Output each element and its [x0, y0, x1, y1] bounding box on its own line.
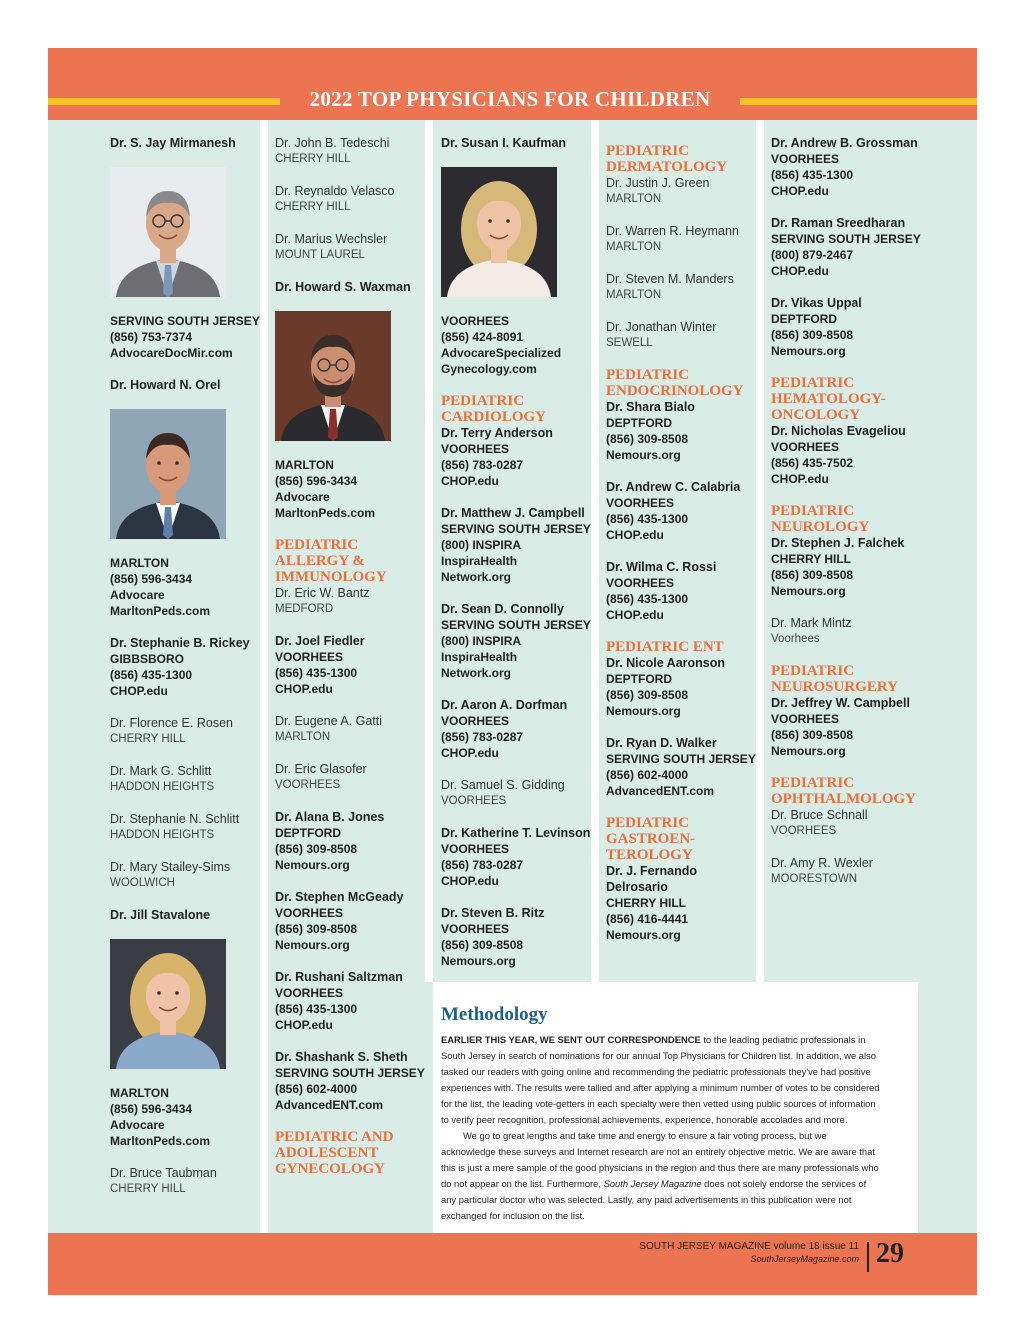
physician-website: AdvancedENT.com	[275, 1098, 384, 1112]
physician-name: Dr. John B. Tedeschi	[275, 136, 390, 150]
physician-name: Dr. Nicholas Evageliou	[771, 424, 906, 438]
physician-name: Dr. Matthew J. Campbell	[441, 506, 585, 520]
physician-name: Dr. Justin J. Green	[606, 176, 710, 190]
physician-name: Dr. Ryan D. Walker	[606, 736, 717, 750]
physician-entry	[110, 811, 260, 843]
physician-location: VOORHEES	[275, 779, 341, 791]
physician-entry	[606, 735, 756, 799]
physician-phone: (856) 416-4441	[606, 912, 689, 926]
physician-entry	[441, 601, 591, 681]
physician-phone: (856) 602-4000	[606, 768, 689, 782]
physician-entry	[606, 479, 756, 543]
physician-phone: (856) 435-1300	[606, 592, 689, 606]
physician-entry	[441, 777, 591, 809]
physician-website: Nemours.org	[771, 744, 846, 758]
physician-location: GIBBSBORO	[110, 652, 185, 666]
physician-location: CHERRY HILL	[110, 1183, 186, 1195]
physician-location: SERVING SOUTH JERSEY	[110, 314, 260, 328]
physician-entry	[110, 859, 260, 891]
physician-name: Dr. Bruce Schnall	[771, 808, 868, 822]
physician-location: DEPTFORD	[606, 416, 672, 430]
physician-phone: (856) 783-0287	[441, 730, 524, 744]
physician-entry	[606, 175, 756, 207]
physician-location: VOORHEES	[771, 825, 837, 837]
physician-location: VOORHEES	[275, 986, 344, 1000]
physician-name: Dr. Eric Glasofer	[275, 762, 367, 776]
specialty-heading: PEDIATRIC ALLERGY & IMMUNOLOGY	[275, 537, 387, 585]
physician-entry	[110, 763, 260, 795]
headshot-photo	[110, 167, 226, 297]
physician-website: CHOP.edu	[771, 472, 829, 486]
physician-phone: (856) 435-1300	[771, 168, 854, 182]
physician-entry	[275, 1049, 425, 1113]
column-4	[606, 135, 756, 959]
methodology-title: Methodology	[441, 1004, 548, 1025]
physician-location: MARLTON	[110, 556, 169, 570]
physician-website: Nemours.org	[275, 858, 350, 872]
physician-location: VOORHEES	[275, 650, 344, 664]
physician-website: Gynecology.com	[441, 362, 537, 376]
physician-name: Dr. Howard S. Waxman	[275, 280, 411, 294]
column-3	[441, 135, 591, 985]
physician-website: CHOP.edu	[441, 874, 499, 888]
physician-location: MOORESTOWN	[771, 873, 858, 885]
specialty-heading: PEDIATRIC CARDIOLOGY	[441, 393, 547, 425]
physician-name: Dr. Eric W. Bantz	[275, 586, 370, 600]
physician-website: CHOP.edu	[441, 746, 499, 760]
specialty-heading: PEDIATRIC DERMATOLOGY	[606, 143, 728, 175]
specialty-heading: PEDIATRIC ENDOCRINOLOGY	[606, 367, 744, 399]
physician-name: Dr. Shashank S. Sheth	[275, 1050, 408, 1064]
physician-phone: (856) 435-1300	[275, 1002, 358, 1016]
specialty-heading: PEDIATRIC OPHTHALMOLOGY	[771, 775, 917, 807]
physician-entry	[771, 695, 921, 759]
physician-location: CHERRY HILL	[771, 552, 852, 566]
physician-location: SERVING SOUTH JERSEY	[275, 1066, 425, 1080]
physician-name: Dr. Alana B. Jones	[275, 810, 385, 824]
physician-location: VOORHEES	[441, 842, 510, 856]
physician-website: Nemours.org	[275, 938, 350, 952]
physician-website: Advocare	[110, 1118, 165, 1132]
headshot-photo	[110, 939, 226, 1069]
physician-website: AdvocareSpecialized	[441, 346, 562, 360]
physician-name: Dr. Wilma C. Rossi	[606, 560, 717, 574]
physician-name: Dr. Nicole Aaronson	[606, 656, 726, 670]
physician-name: Dr. Katherine T. Levinson	[441, 826, 591, 840]
headshot-photo	[441, 167, 557, 297]
magazine-page	[48, 48, 977, 1295]
physician-location: VOORHEES	[606, 576, 675, 590]
physician-website: InspiraHealth	[441, 554, 518, 568]
physician-location: VOORHEES	[441, 714, 510, 728]
physician-phone: (856) 309-8508	[771, 328, 854, 342]
footer-url: SouthJerseyMagazine.com	[750, 1254, 859, 1264]
physician-location: DEPTFORD	[275, 826, 341, 840]
physician-phone: (856) 309-8508	[441, 938, 524, 952]
physician-location: WOOLWICH	[110, 877, 175, 889]
physician-website: Nemours.org	[606, 704, 681, 718]
header-stripe-left	[48, 98, 280, 105]
physician-website: CHOP.edu	[275, 1018, 333, 1032]
page-number: 29	[876, 1238, 904, 1269]
physician-phone: (856) 753-7374	[110, 330, 193, 344]
physician-entry	[606, 399, 756, 463]
headshot-photo	[275, 311, 391, 441]
physician-website: CHOP.edu	[771, 184, 829, 198]
column-2	[275, 135, 425, 1177]
physician-phone: (856) 309-8508	[771, 728, 854, 742]
physician-phone: (856) 309-8508	[275, 842, 358, 856]
physician-location: Voorhees	[771, 633, 820, 645]
physician-entry	[771, 295, 921, 359]
physician-location: VOORHEES	[441, 314, 510, 328]
column-divider	[756, 120, 764, 982]
physician-website: MarltonPeds.com	[110, 604, 211, 618]
physician-website: Network.org	[441, 570, 512, 584]
methodology-paragraph-1: to the leading pediatric professionals in South Jersey in search of nominations for our annual Top Physicians for Children list. In addition, we also tasked our readers with going online and recommending the pediatric professionals they've had positive experiences with. The results were tallied and after applying a minimum number of votes to be considered for the list, the leading vote-getters in each specialty were then vetted using public sources of information to verify peer recognition, professional achievements, experience, honorable accolades and more.	[441, 1034, 880, 1125]
magazine-name: South Jersey Magazine	[603, 1178, 702, 1189]
physician-name: Dr. S. Jay Mirmanesh	[110, 136, 236, 150]
physician-name: Dr. Samuel S. Gidding	[441, 778, 565, 792]
page-title: 2022 TOP PHYSICIANS FOR CHILDREN	[309, 87, 711, 111]
physician-entry	[110, 1165, 260, 1197]
physician-entry	[275, 761, 425, 793]
specialty-heading: PEDIATRIC NEUROSURGERY	[771, 663, 898, 695]
physician-name: Dr. Terry Anderson	[441, 426, 553, 440]
physician-website: AdvocareDocMir.com	[110, 346, 233, 360]
physician-name: Dr. Steven B. Ritz	[441, 906, 545, 920]
physician-name: Dr. Andrew C. Calabria	[606, 480, 741, 494]
physician-entry	[606, 559, 756, 623]
physician-entry	[275, 889, 425, 953]
physician-name: Dr. Susan I. Kaufman	[441, 136, 567, 150]
physician-website: Advocare	[275, 490, 330, 504]
footer-divider	[867, 1242, 869, 1272]
physician-entry	[606, 223, 756, 255]
specialty-heading: PEDIATRIC ENT	[606, 639, 724, 655]
physician-website: CHOP.edu	[771, 264, 829, 278]
physician-entry	[110, 635, 260, 699]
physician-location: SERVING SOUTH JERSEY	[606, 752, 756, 766]
physician-entry	[275, 585, 425, 617]
physician-entry	[771, 807, 921, 839]
physician-phone: (800) INSPIRA	[441, 538, 522, 552]
specialty-heading: PEDIATRIC NEUROLOGY	[771, 503, 870, 535]
methodology-lead: EARLIER THIS YEAR, WE SENT OUT CORRESPONDENCE	[441, 1034, 701, 1045]
physician-entry	[275, 969, 425, 1033]
physician-location: CHERRY HILL	[275, 201, 351, 213]
physician-location: VOORHEES	[771, 712, 840, 726]
physician-name: Dr. Vikas Uppal	[771, 296, 862, 310]
physician-location: HADDON HEIGHTS	[110, 781, 215, 793]
physician-website: Nemours.org	[606, 928, 681, 942]
physician-location: VOORHEES	[441, 442, 510, 456]
physician-phone: (856) 783-0287	[441, 858, 524, 872]
physician-name: Dr. Shara Bialo	[606, 400, 695, 414]
methodology-paragraph-2a: We go to great lengths and take time and energy to ensure a fair voting process, but we acknowledge these surveys and Internet research are not an entirely objective metric. We are aware that this is just a mere sample of the good physicians in the region and thus there are many professionals who do not appear on the list. Furthermore,	[441, 1130, 879, 1189]
physician-location: VOORHEES	[275, 906, 344, 920]
physician-name: Dr. Raman Sreedharan	[771, 216, 906, 230]
physician-entry	[275, 183, 425, 215]
physician-phone: (856) 435-1300	[275, 666, 358, 680]
physician-entry	[771, 215, 921, 279]
physician-location: DEPTFORD	[771, 312, 837, 326]
physician-entry	[275, 135, 425, 167]
physician-website: InspiraHealth	[441, 650, 518, 664]
physician-website: AdvancedENT.com	[606, 784, 715, 798]
physician-location: VOORHEES	[771, 440, 840, 454]
physician-name: Dr. Reynaldo Velasco	[275, 184, 395, 198]
physician-location: VOORHEES	[441, 795, 507, 807]
physician-name: Dr. Eugene A. Gatti	[275, 714, 383, 728]
physician-entry	[606, 319, 756, 351]
physician-name: Dr. Steven M. Manders	[606, 272, 734, 286]
physician-entry	[275, 279, 425, 521]
physician-phone: (856) 596-3434	[275, 474, 358, 488]
physician-entry	[110, 135, 260, 361]
specialty-heading: PEDIATRIC GASTROEN-TEROLOGY	[606, 815, 696, 863]
physician-website: Nemours.org	[771, 344, 846, 358]
physician-website: Nemours.org	[771, 584, 846, 598]
physician-entry	[441, 905, 591, 969]
physician-name: Dr. Marius Wechsler	[275, 232, 388, 246]
physician-location: MEDFORD	[275, 603, 334, 615]
physician-website: Advocare	[110, 588, 165, 602]
physician-location: VOORHEES	[441, 922, 510, 936]
physician-entry	[771, 423, 921, 487]
physician-name: Dr. Stephen J. Falchek	[771, 536, 905, 550]
physician-website: CHOP.edu	[441, 474, 499, 488]
physician-name: Dr. Stephanie B. Rickey	[110, 636, 250, 650]
physician-entry	[771, 535, 921, 599]
physician-location: MARLTON	[275, 731, 331, 743]
physician-location: CHERRY HILL	[606, 896, 687, 910]
physician-name: Dr. Mary Stailey-Sims	[110, 860, 231, 874]
specialty-heading: PEDIATRIC AND ADOLESCENT GYNECOLOGY	[275, 1129, 394, 1177]
physician-phone: (856) 424-8091	[441, 330, 524, 344]
physician-location: CHERRY HILL	[110, 733, 186, 745]
physician-entry	[441, 135, 591, 377]
physician-name: Dr. Joel Fiedler	[275, 634, 365, 648]
physician-location: SEWELL	[606, 337, 653, 349]
physician-phone: (856) 435-7502	[771, 456, 854, 470]
physician-name: Dr. J. Fernando Delrosario	[606, 864, 697, 894]
physician-website: MarltonPeds.com	[275, 506, 376, 520]
physician-name: Dr. Mark Mintz	[771, 616, 852, 630]
physician-name: Dr. Sean D. Connolly	[441, 602, 564, 616]
physician-location: DEPTFORD	[606, 672, 672, 686]
physician-name: Dr. Howard N. Orel	[110, 378, 221, 392]
physician-name: Dr. Jill Stavalone	[110, 908, 211, 922]
physician-phone: (856) 309-8508	[771, 568, 854, 582]
physician-location: CHERRY HILL	[275, 153, 351, 165]
physician-location: SERVING SOUTH JERSEY	[771, 232, 921, 246]
physician-phone: (856) 435-1300	[110, 668, 193, 682]
physician-name: Dr. Stephanie N. Schlitt	[110, 812, 240, 826]
physician-entry	[606, 271, 756, 303]
column-1	[110, 135, 260, 1213]
methodology-body	[441, 1032, 881, 1224]
physician-phone: (856) 309-8508	[275, 922, 358, 936]
physician-location: HADDON HEIGHTS	[110, 829, 215, 841]
physician-phone: (856) 783-0287	[441, 458, 524, 472]
physician-entry	[441, 825, 591, 889]
methodology-box	[433, 982, 918, 1234]
physician-entry	[771, 855, 921, 887]
physician-phone: (856) 435-1300	[606, 512, 689, 526]
physician-entry	[275, 231, 425, 263]
physician-website: CHOP.edu	[275, 682, 333, 696]
physician-name: Dr. Warren R. Heymann	[606, 224, 739, 238]
physician-entry	[441, 505, 591, 585]
physician-entry	[275, 633, 425, 697]
header-stripe-right	[740, 98, 977, 105]
column-5	[771, 135, 921, 903]
physician-name: Dr. Aaron A. Dorfman	[441, 698, 568, 712]
column-divider	[260, 120, 268, 1233]
physician-phone: (800) INSPIRA	[441, 634, 522, 648]
physician-phone: (856) 596-3434	[110, 1102, 193, 1116]
physician-name: Dr. Bruce Taubman	[110, 1166, 217, 1180]
physician-website: CHOP.edu	[110, 684, 168, 698]
physician-website: Nemours.org	[606, 448, 681, 462]
headshot-photo	[110, 409, 226, 539]
footer-magazine: SOUTH JERSEY MAGAZINE volume 18 issue 11	[639, 1241, 859, 1252]
physician-entry	[606, 863, 756, 943]
physician-location: MARLTON	[606, 241, 662, 253]
column-divider	[425, 120, 433, 982]
physician-entry	[275, 809, 425, 873]
physician-name: Dr. Andrew B. Grossman	[771, 136, 918, 150]
methodology-paragraph-2b: does not solely endorse the services of any particular doctor who was selected. Lastly, any paid advertisements in this publication were not exchanged for inclusion on the list.	[441, 1178, 867, 1221]
physician-website: CHOP.edu	[606, 528, 664, 542]
physician-website: MarltonPeds.com	[110, 1134, 211, 1148]
physician-location: SERVING SOUTH JERSEY	[441, 618, 591, 632]
physician-name: Dr. Mark G. Schlitt	[110, 764, 212, 778]
physician-entry	[110, 377, 260, 619]
physician-location: VOORHEES	[771, 152, 840, 166]
physician-name: Dr. Rushani Saltzman	[275, 970, 403, 984]
physician-name: Dr. Stephen McGeady	[275, 890, 404, 904]
physician-entry	[771, 135, 921, 199]
physician-phone: (856) 309-8508	[606, 432, 689, 446]
physician-name: Dr. Amy R. Wexler	[771, 856, 873, 870]
physician-location: MARLTON	[110, 1086, 169, 1100]
physician-entry	[441, 697, 591, 761]
physician-name: Dr. Jeffrey W. Campbell	[771, 696, 910, 710]
physician-website: CHOP.edu	[606, 608, 664, 622]
physician-phone: (856) 596-3434	[110, 572, 193, 586]
specialty-heading: PEDIATRIC HEMATOLOGY-ONCOLOGY	[771, 375, 886, 423]
physician-phone: (800) 879-2467	[771, 248, 854, 262]
column-divider	[591, 120, 599, 982]
physician-location: MARLTON	[275, 458, 334, 472]
physician-entry	[606, 655, 756, 719]
physician-location: MARLTON	[606, 193, 662, 205]
physician-location: MARLTON	[606, 289, 662, 301]
physician-phone: (856) 602-4000	[275, 1082, 358, 1096]
physician-name: Dr. Florence E. Rosen	[110, 716, 233, 730]
physician-entry	[110, 715, 260, 747]
physician-entry	[771, 615, 921, 647]
physician-entry	[275, 713, 425, 745]
physician-entry	[110, 907, 260, 1149]
physician-location: MOUNT LAUREL	[275, 249, 365, 261]
physician-name: Dr. Jonathan Winter	[606, 320, 717, 334]
header-band	[48, 48, 977, 120]
physician-entry	[441, 425, 591, 489]
physician-website: Network.org	[441, 666, 512, 680]
physician-location: SERVING SOUTH JERSEY	[441, 522, 591, 536]
physician-phone: (856) 309-8508	[606, 688, 689, 702]
physician-website: Nemours.org	[441, 954, 516, 968]
physician-location: VOORHEES	[606, 496, 675, 510]
